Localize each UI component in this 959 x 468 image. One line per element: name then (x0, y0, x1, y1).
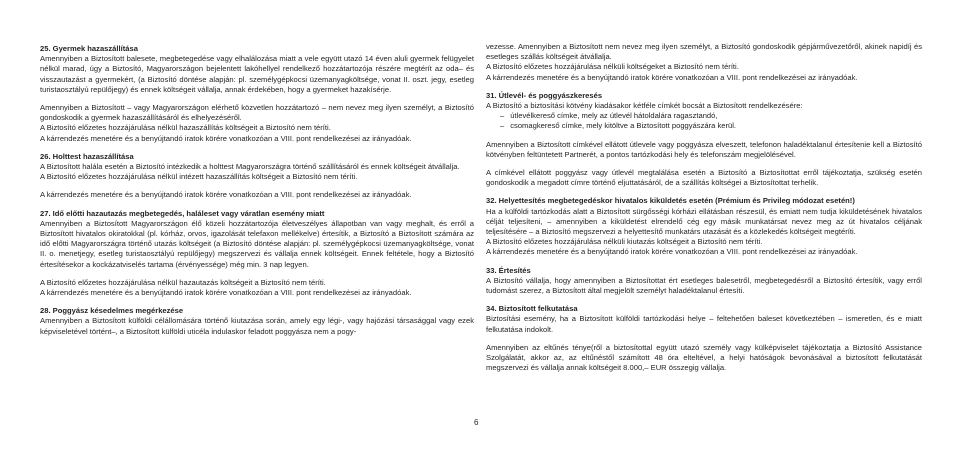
paragraph: A kárrendezés menetére és a benyújtandó iratok körére vonatkozóan a VIII. pont rendelkezései az irányadóak. (40, 288, 412, 298)
section-31 (486, 91, 922, 189)
paragraph: Amennyiben a Biztosított – vagy Magyarországon elérhető közvetlen hozzátartozó – nem nevez meg ilyen személyt, a Biztosító gondoskodik a gyermek hazaszállításáról és elhelyezéséről. (40, 103, 474, 123)
paragraph: Amennyiben a Biztosított balesete, megbetegedése vagy elhalálozása miatt a vele együtt utazó 14 éven aluli gyermek felügyelet nélkül marad, úgy a Biztosító, Magyarországon bejelentett lakóhellyel rendelkező hozzátartozója részére megtérít az oda– és visszautazást a gyermekért, (a Biztosító döntése alapján: pl. személygépkocsi üzemanyagköltsége, vonat II. oszt. jegy, esetleg turistaosztályú repülőjegy) és ennek költségeit vállalja, annak érdekében, hogy a gyermeket hazakísérje. (40, 54, 474, 94)
list-item: – csomagkereső címke, mely kitöltve a Biztosított poggyászára kerül. (512, 121, 922, 131)
section-title: 31. Útlevél- és poggyászkeresés (486, 90, 603, 100)
paragraph: A Biztosító előzetes hozzájárulása nélküli kiutazás költségeit a Biztosító nem téríti. (486, 237, 763, 247)
right-column (486, 42, 922, 373)
paragraph: A Biztosító a biztosítási kötvény kiadásakor kétféle címkét bocsát a Biztosított rendelkezésére: (486, 101, 803, 111)
paragraph: Amennyiben a Biztosított Magyarországon élő közeli hozzátartozója életveszélyes állapotban van vagy meghalt, és erről a Biztosított hivatalos okiratokkal (pl. kórház, orvos, igazolását telefaxon mellékelve) értesítik, a Biztosító a Biztosított számára az idő előtti Magyarországra történő utazás költségeit (a Biztosító döntése alapján: pl. személygépkocsi üzemanyagköltsége, vonat II. o. menetjegy, esetleg turistaosztályú repülőjegy) megszervezi és vállalja ennek költségeit. Ennek feltétele, hogy a Biztosító értesítésekor a kockázatviselés tartama (érvényessége) még min. 3 nap legyen. (40, 218, 474, 269)
paragraph: A kárrendezés menetére és a benyújtandó iratok körére vonatkozóan a VIII. pont rendelkezései az irányadóak. (40, 133, 412, 143)
section-title: 26. Holttest hazaszállítása (40, 151, 134, 161)
paragraph: A kárrendezés menetére és a benyújtandó iratok körére vonatkozóan a VIII. pont rendelkezései az irányadóak. (40, 190, 412, 200)
paragraph: A Biztosító előzetes hozzájárulása nélküli költségeket a Biztosító nem téríti. (486, 62, 739, 72)
section-title: 27. Idő előtti hazautazás megbetegedés, haláleset vagy váratlan esemény miatt (40, 208, 325, 218)
paragraph: A címkével ellátott poggyász vagy útlevél megtalálása esetén a Biztosító a Biztosítottat erről tájékoztatja, szükség esetén gondoskodik a megadott címre történő eljuttatásáról, de a szállítás költségei a Biztosítottat terhelik. (486, 168, 922, 188)
paragraph: Amennyiben a Biztosított külföldi célállomására történő kiutazása során, amely egy légi-, vagy hajózási társasággal vagy ezek képviseletével történt–, a Biztosított külföldi uticéla indulaskor feladott poggyásza nem a pogy- (40, 316, 474, 336)
section-25 (40, 44, 474, 144)
section-26 (40, 152, 474, 201)
paragraph: A Biztosító előzetes hozzájárulása nélkül intézett hazaszállítás költségeit a Biztosító nem téríti. (40, 172, 358, 182)
page-number: 6 (474, 418, 479, 427)
section-title: 25. Gyermek hazaszállítása (40, 44, 138, 53)
paragraph: Biztosítási esemény, ha a Biztosított külföldi tartózkodási helye – feltehetően baleset következtében – ismeretlen, és e miatt felkutatása indokolt. (486, 314, 922, 334)
paragraph: A Biztosító előzetes hozzájárulása nélkül hazaszállítás költségeit a Biztosító nem téríti. (40, 123, 331, 133)
section-title: 33. Értesítés (486, 265, 531, 275)
section-title: 28. Poggyász késedelmes megérkezése (40, 306, 184, 316)
paragraph: A Biztosító vállalja, hogy amennyiben a Biztosítottat ért esetleges balesetről, megbetegedésről a Biztosító értesítik, vagy erről tudomást szerez, a Biztosított által megjelölt személyt haladéktalanul értesíti. (486, 275, 922, 296)
list-item: – útlevélkereső címke, mely az útlevél hátoldalára ragasztandó, (512, 111, 922, 121)
section-32 (486, 196, 922, 257)
section-title: 32. Helyettesítés megbetegedéskor hivatalos kiküldetés esetén (Prémium és Privileg módozat esetén!) (486, 196, 855, 206)
paragraph: A Biztosított halála esetén a Biztosító intézkedik a holttest Magyarországra történő szállításáról és ennek költségeit átvállalja. (40, 162, 460, 172)
paragraph: Amennyiben a Biztosított címkével ellátott útlevele vagy poggyásza elveszett, telefonon haladéktalanul értesítenie kell a Biztosító kötvényben feltüntetett Partnerét, a pontos tartózkodási hely és telefonszám megjelölésével. (486, 139, 922, 159)
paragraph: Ha a külföldi tartózkodás alatt a Biztosított sürgősségi kórházi ellátásban részesül, és emiatt nem tudja kiküldetésének hivatalos célját teljesíteni, – amennyiben a kiküldetést elrendelő cég egy másik munkatársat nevez meg az út hivatalos céljának teljesítésére – a Biztosító megszervezi a helyettesítő munkatárs utazását és a közlekedés költségeit megtéríti. (486, 206, 922, 237)
left-column (40, 44, 474, 337)
section-28 (40, 306, 474, 337)
paragraph: A Biztosító előzetes hozzájárulása nélkül hazautazás költségeit a Biztosító nem téríti. (40, 277, 326, 287)
section-title: 34. Biztosított felkutatása (486, 304, 578, 314)
paragraph: vezesse. Amennyiben a Biztosított nem nevez meg ilyen személyt, a Biztosító gondoskodik gépjárművezetőről, akinek napidíj és esetleges szállás költségeit átvállalja. (486, 42, 922, 62)
paragraph: A kárrendezés menetére és a benyújtandó iratok körére vonatkozóan a VIII. pont rendelkezései az irányadóak. (486, 247, 858, 257)
section-34 (486, 304, 922, 373)
paragraph: A kárrendezés menetére és a benyújtandó iratok körére vonatkozóan a VIII. pont rendelkezései az irányadóak. (486, 72, 858, 82)
bullet-list (486, 111, 922, 131)
section-continuation (486, 42, 922, 83)
section-33 (486, 266, 922, 297)
paragraph: Amennyiben az eltűnés ténye(ről a biztosítottal együtt utazó személy vagy külképviselet tájékoztatja a Biztosító Assistance Szolgálatát, akkor az, az eltűnéstől számított 48 óra elteltével, a helyi hatóságok bevonásával a biztosított felkutatását megszervezi és vállalja annak költségeit 8.000,– EUR összegig vállalja. (486, 342, 922, 373)
section-27 (40, 209, 474, 299)
